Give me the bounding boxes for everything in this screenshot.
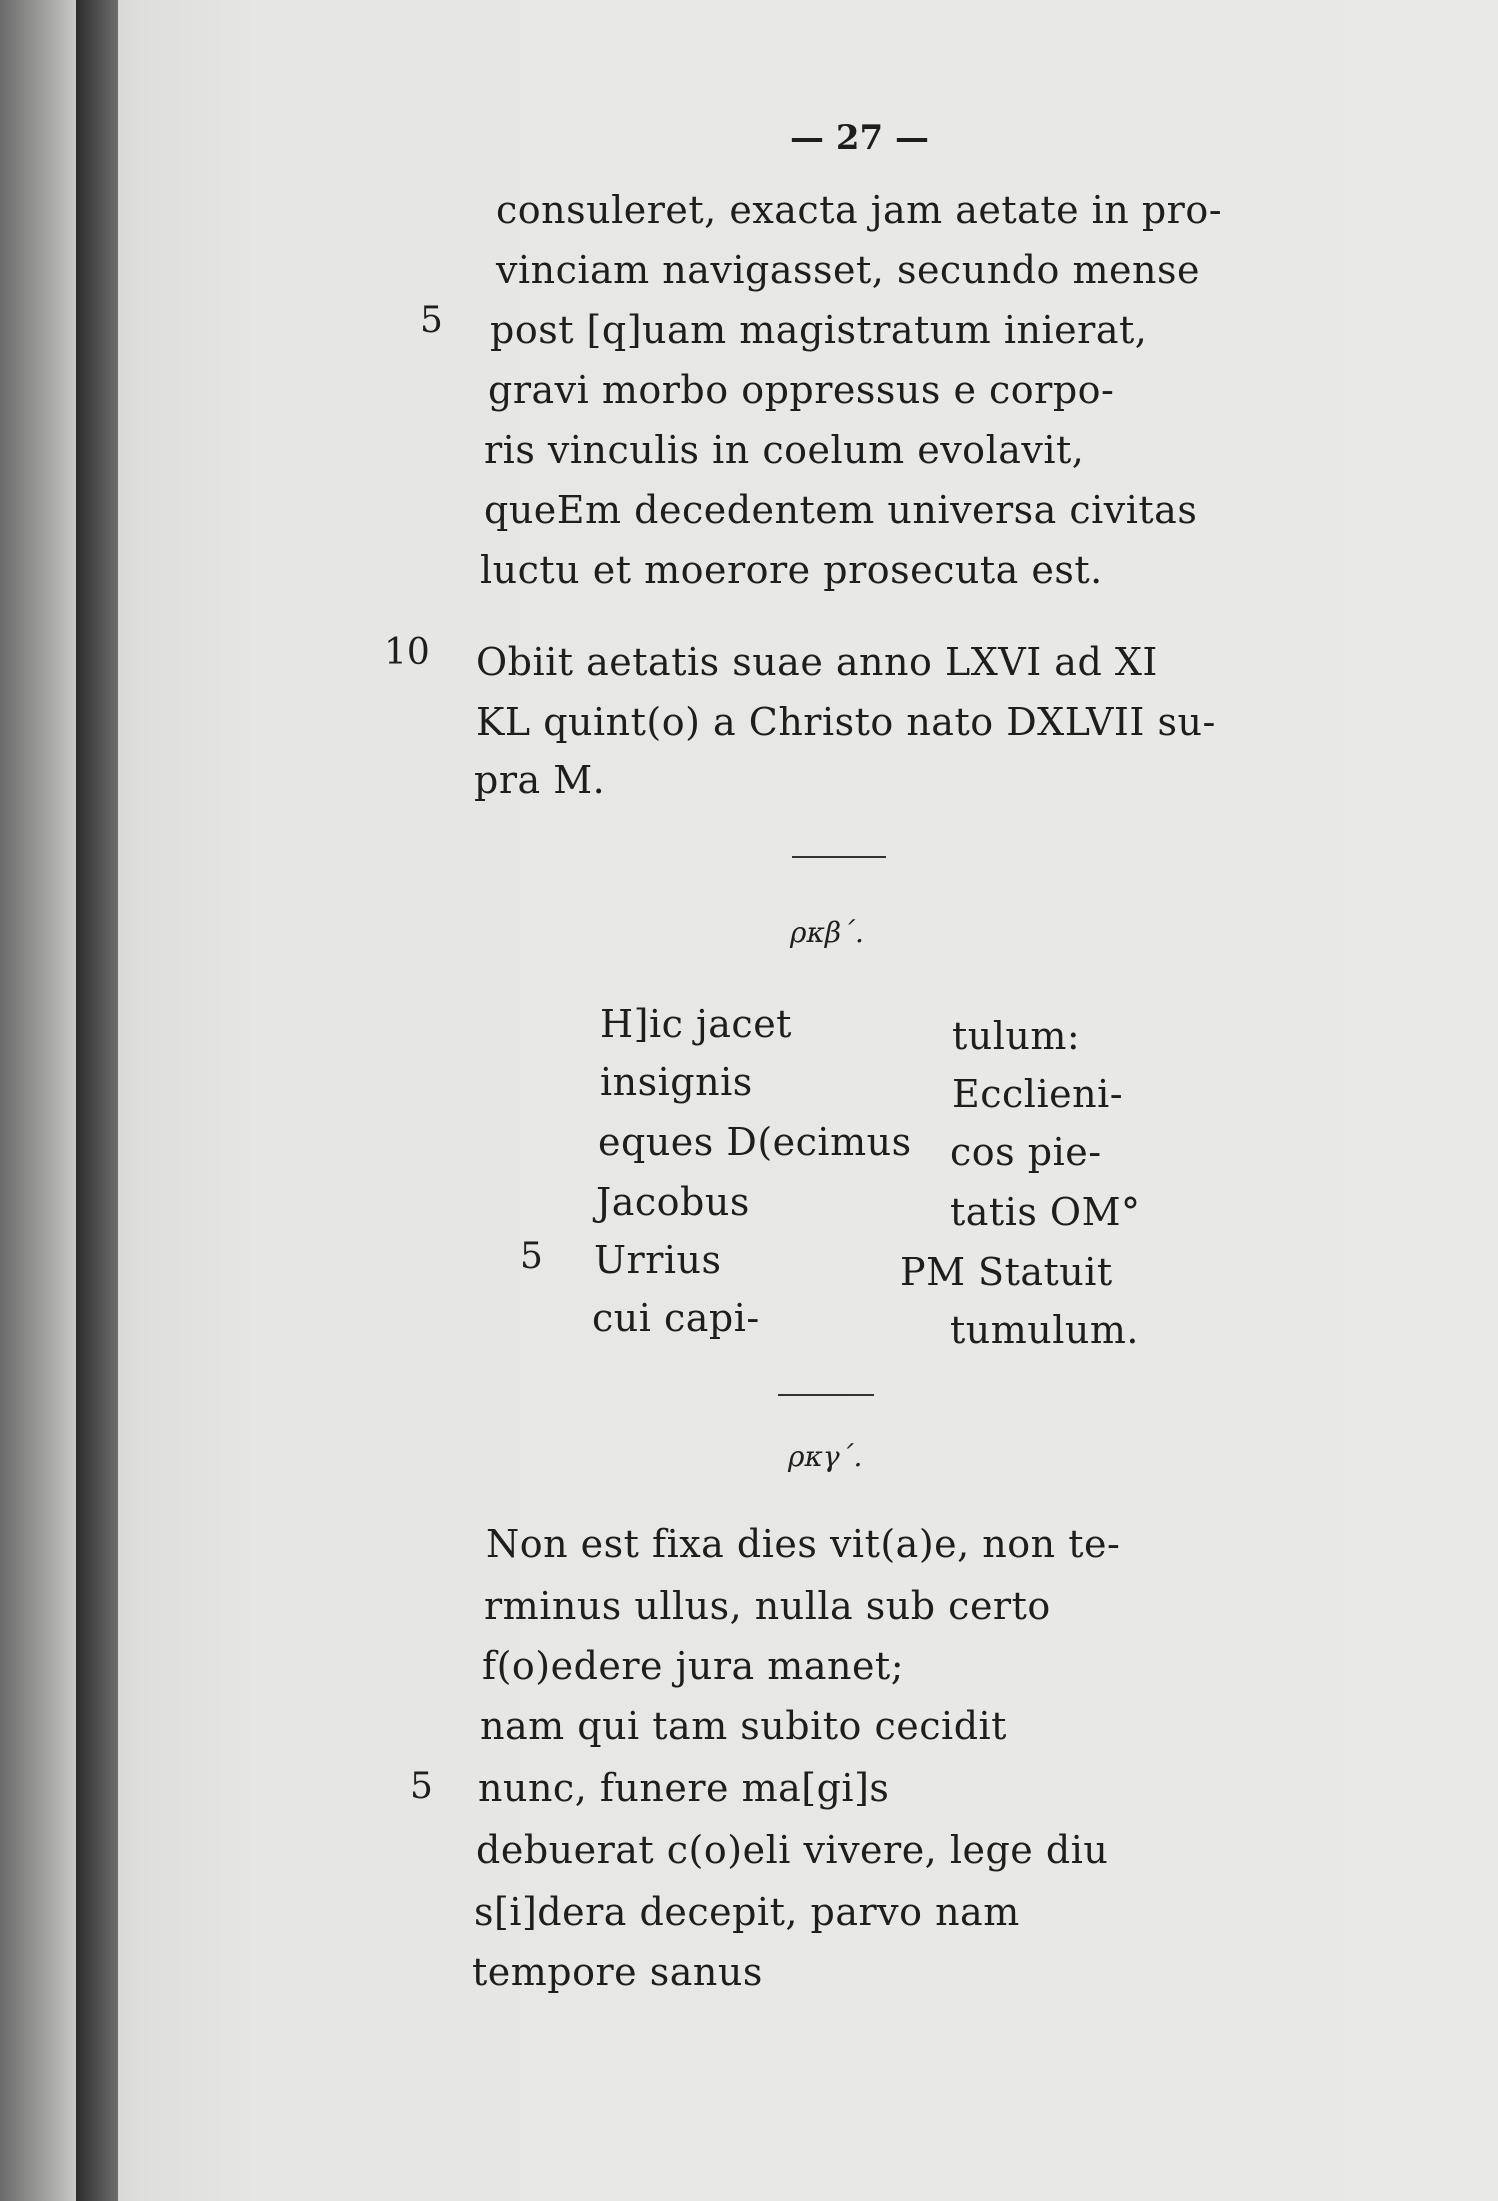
text-line: f(o)edere jura manet; xyxy=(482,1644,905,1688)
text-line: queEm decedentem universa civitas xyxy=(484,488,1198,532)
separator-rule xyxy=(792,856,886,858)
inscription-heading: ρκγ΄. xyxy=(788,1440,863,1473)
text-line: post [q]uam magistratum inierat, xyxy=(490,308,1148,352)
text-line: pra M. xyxy=(474,758,606,802)
book-binding-shadow xyxy=(76,0,118,2201)
right-column-line: tatis OM° xyxy=(950,1190,1141,1234)
text-line: nam qui tam subito cecidit xyxy=(480,1704,1007,1748)
inscription-heading: ρκβ΄. xyxy=(790,916,864,949)
text-line: s[i]dera decepit, parvo nam xyxy=(474,1890,1020,1934)
left-column-line: eques D(ecimus xyxy=(598,1120,912,1164)
left-column-line: Jacobus xyxy=(596,1180,750,1224)
separator-rule xyxy=(778,1394,874,1396)
left-column-line: Urrius xyxy=(594,1238,722,1282)
line-number: 5 xyxy=(520,1236,543,1277)
left-column-line: cui capi- xyxy=(592,1296,760,1340)
page-number: — 27 — xyxy=(790,118,929,158)
right-column-line: cos pie- xyxy=(950,1130,1102,1174)
text-line: luctu et moerore prosecuta est. xyxy=(480,548,1103,592)
text-line: ris vinculis in coelum evolavit, xyxy=(484,428,1085,472)
right-column-line: Ecclieni- xyxy=(952,1072,1124,1116)
text-line: gravi morbo oppressus e corpo- xyxy=(488,368,1115,412)
line-number: 5 xyxy=(420,300,443,341)
text-line: Obiit aetatis suae anno LXVI ad XI xyxy=(476,640,1158,684)
left-column-line: H]ic jacet xyxy=(600,1002,792,1046)
line-number: 10 xyxy=(384,632,430,673)
text-line: consuleret, exacta jam aetate in pro- xyxy=(496,188,1223,232)
text-line: vinciam navigasset, secundo mense xyxy=(496,248,1200,292)
text-line: tempore sanus xyxy=(472,1950,763,1994)
right-column-line: tulum: xyxy=(952,1014,1081,1058)
line-number: 5 xyxy=(410,1766,433,1807)
text-line: rminus ullus, nulla sub certo xyxy=(484,1584,1051,1628)
text-line: KL quint(o) a Christo nato DXLVII su- xyxy=(476,700,1216,744)
right-column-line: PM Statuit xyxy=(900,1250,1113,1294)
text-line: Non est fixa dies vit(a)e, non te- xyxy=(486,1522,1121,1566)
text-line: nunc, funere ma[gi]s xyxy=(478,1766,890,1810)
right-column-line: tumulum. xyxy=(950,1308,1139,1352)
left-column-line: insignis xyxy=(600,1060,753,1104)
text-line: debuerat c(o)eli vivere, lege diu xyxy=(476,1828,1109,1872)
